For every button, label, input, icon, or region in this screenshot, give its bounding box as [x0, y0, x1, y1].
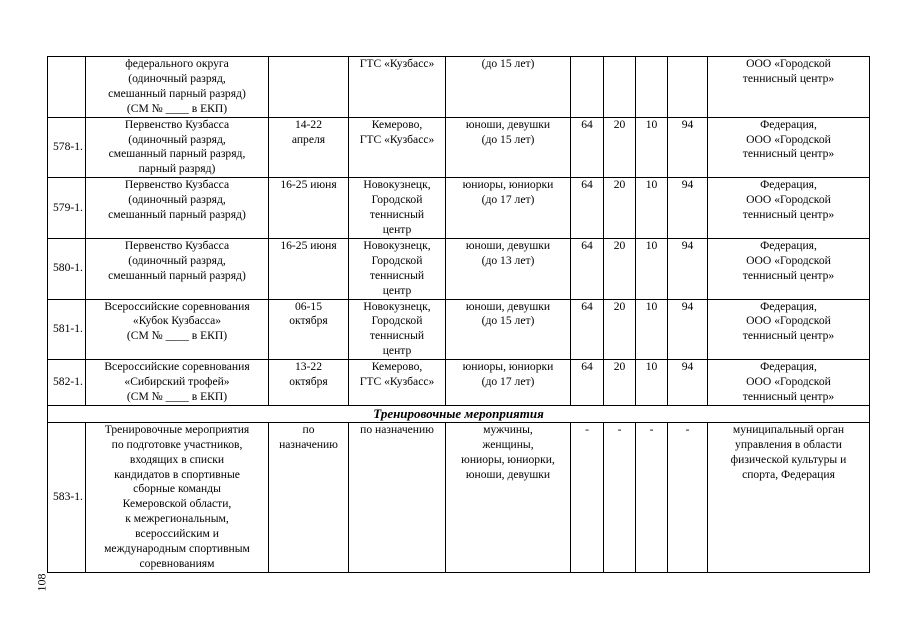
- organizer-line: спорта, Федерация: [742, 467, 835, 481]
- events-table: [47, 56, 870, 573]
- event-name: [86, 178, 269, 239]
- participant-group: [446, 57, 571, 118]
- participant-group-line: (до 17 лет): [481, 375, 535, 389]
- event-name-line: Всероссийские соревнования: [104, 360, 250, 374]
- organizer-line: ООО «Городской: [746, 375, 831, 389]
- event-name-line: Первенство Кузбасса: [124, 117, 230, 131]
- event-dates: [269, 422, 349, 572]
- count-cell-1: 64: [571, 178, 604, 239]
- event-name: [86, 360, 269, 406]
- event-dates: [269, 178, 349, 239]
- count-cell-3: [636, 57, 668, 118]
- event-name-line: по подготовке участников,: [111, 437, 243, 451]
- event-name: [86, 57, 269, 118]
- participant-group-line: (до 13 лет): [481, 253, 535, 267]
- participant-group-line: юноши, девушки: [465, 117, 551, 131]
- event-place: [349, 422, 446, 572]
- event-name-line: смешанный парный разряд): [108, 86, 246, 100]
- count-cell-3: 10: [636, 117, 668, 178]
- count-cell-2: 20: [604, 360, 636, 406]
- event-place-line: Городской: [371, 193, 423, 207]
- row-number: 583-1.: [48, 422, 86, 572]
- event-name-line: Первенство Кузбасса: [124, 178, 230, 192]
- event-dates-line: 13-22: [294, 360, 323, 374]
- event-name-line: соревнованиям: [139, 557, 215, 570]
- row-number: 578-1.: [48, 117, 86, 178]
- event-place-line: Кемерово,: [371, 117, 423, 131]
- event-dates: [269, 238, 349, 299]
- event-place-line: теннисный: [369, 208, 425, 222]
- count-cell-1: 64: [571, 117, 604, 178]
- event-name-line: парный разряд): [138, 162, 216, 176]
- event-name-line: Всероссийские соревнования: [104, 299, 250, 313]
- table-row: [48, 360, 870, 406]
- event-place-line: центр: [382, 344, 412, 358]
- count-cell-1: [571, 57, 604, 118]
- participant-group: [446, 360, 571, 406]
- organizer-line: теннисный центр»: [742, 208, 835, 222]
- event-name-line: федерального округа: [125, 57, 229, 70]
- event-name-line: международным спортивным: [104, 542, 250, 556]
- count-cell-2: 20: [604, 117, 636, 178]
- organizer: [708, 299, 870, 360]
- event-dates-line: назначению: [279, 437, 338, 451]
- event-place-line: теннисный: [369, 268, 425, 282]
- organizer-line: ООО «Городской: [746, 193, 831, 207]
- section-row: [48, 405, 870, 422]
- row-number: [48, 57, 86, 118]
- count-cell-1: 64: [571, 299, 604, 360]
- count-cell-2: 20: [604, 178, 636, 239]
- participant-group-line: юноши, девушки: [465, 467, 551, 481]
- event-dates-line: октября: [289, 375, 328, 389]
- organizer: [708, 178, 870, 239]
- organizer-line: ООО «Городской: [746, 314, 831, 328]
- organizer-line: ООО «Городской: [746, 132, 831, 146]
- event-name: [86, 238, 269, 299]
- organizer-line: Федерация,: [760, 178, 817, 192]
- event-name-line: (СМ № ____ в ЕКП): [126, 101, 228, 115]
- participant-group-line: юниоры, юниорки,: [461, 452, 555, 466]
- event-name-line: сборные команды: [133, 482, 221, 496]
- event-name: [86, 299, 269, 360]
- table-row: [48, 57, 870, 118]
- event-dates: [269, 360, 349, 406]
- event-name-line: Кемеровской области,: [122, 497, 232, 511]
- event-place-line: ГТС «Кузбасс»: [359, 132, 435, 146]
- event-name-line: (одиночный разряд,: [128, 71, 226, 85]
- event-place-line: Новокузнецк,: [363, 299, 431, 313]
- participant-group: [446, 238, 571, 299]
- participant-group-line: юниоры, юниорки: [462, 360, 554, 374]
- participant-group-line: мужчины,: [483, 422, 533, 436]
- event-place: [349, 299, 446, 360]
- organizer-line: управления в области: [735, 437, 842, 451]
- organizer-line: муниципальный орган: [732, 422, 845, 436]
- event-name-line: смешанный парный разряд): [108, 268, 246, 282]
- event-dates-line: 06-15: [294, 299, 323, 313]
- count-cell-1: 64: [571, 360, 604, 406]
- event-dates: [269, 117, 349, 178]
- event-name-line: смешанный парный разряд,: [108, 147, 246, 161]
- count-cell-total: 94: [668, 178, 708, 239]
- event-name-line: «Сибирский трофей»: [124, 375, 230, 389]
- event-name-line: всероссийским и: [135, 527, 219, 541]
- participant-group-line: юноши, девушки: [465, 299, 551, 313]
- organizer: [708, 238, 870, 299]
- event-place-line: ГТС «Кузбасс»: [359, 57, 435, 70]
- page-number: 108: [34, 573, 49, 592]
- event-place-line: Городской: [371, 253, 423, 267]
- event-place: [349, 57, 446, 118]
- organizer-line: физической культуры и: [730, 452, 847, 466]
- count-cell-total: 94: [668, 360, 708, 406]
- organizer-line: Федерация,: [760, 238, 817, 252]
- event-place-line: теннисный: [369, 329, 425, 343]
- organizer: [708, 117, 870, 178]
- participant-group: [446, 117, 571, 178]
- event-place: [349, 360, 446, 406]
- event-name-line: (СМ № ____ в ЕКП): [126, 389, 228, 403]
- event-name-line: (одиночный разряд,: [128, 132, 226, 146]
- event-place: [349, 117, 446, 178]
- event-dates: [269, 57, 349, 118]
- organizer: [708, 422, 870, 572]
- event-dates-line: октября: [289, 314, 328, 328]
- event-place-line: Кемерово,: [371, 360, 423, 374]
- event-name-line: (одиночный разряд,: [128, 253, 226, 267]
- count-cell-1: 64: [571, 238, 604, 299]
- participant-group: [446, 422, 571, 572]
- organizer: [708, 360, 870, 406]
- event-name-line: Первенство Кузбасса: [124, 238, 230, 252]
- organizer-line: ООО «Городской: [746, 253, 831, 267]
- participant-group: [446, 299, 571, 360]
- row-number: 580-1.: [48, 238, 86, 299]
- participant-group-line: (до 17 лет): [481, 193, 535, 207]
- row-number: 581-1.: [48, 299, 86, 360]
- organizer-line: Федерация,: [760, 360, 817, 374]
- participant-group-line: женщины,: [482, 437, 534, 451]
- event-place-line: Новокузнецк,: [363, 238, 431, 252]
- count-cell-2: 20: [604, 299, 636, 360]
- events-table-body: [48, 57, 870, 573]
- event-place: [349, 178, 446, 239]
- event-name-line: (одиночный разряд,: [128, 193, 226, 207]
- participant-group: [446, 178, 571, 239]
- organizer-line: Федерация,: [760, 117, 817, 131]
- count-cell-2: -: [604, 422, 636, 572]
- table-row: [48, 117, 870, 178]
- table-row: [48, 178, 870, 239]
- event-dates: [269, 299, 349, 360]
- event-dates-line: 16-25 июня: [280, 178, 337, 192]
- event-name-line: смешанный парный разряд): [108, 208, 246, 222]
- event-place-line: Городской: [371, 314, 423, 328]
- event-name-line: кандидатов в спортивные: [114, 467, 240, 481]
- row-number: 579-1.: [48, 178, 86, 239]
- organizer-line: теннисный центр»: [742, 329, 835, 343]
- count-cell-total: 94: [668, 238, 708, 299]
- count-cell-1: -: [571, 422, 604, 572]
- count-cell-3: 10: [636, 360, 668, 406]
- organizer-line: теннисный центр»: [742, 268, 835, 282]
- participant-group-line: (до 15 лет): [481, 132, 535, 146]
- organizer-line: ООО «Городской: [746, 57, 831, 70]
- count-cell-3: 10: [636, 299, 668, 360]
- row-number: 582-1.: [48, 360, 86, 406]
- count-cell-total: -: [668, 422, 708, 572]
- event-place: [349, 238, 446, 299]
- event-name-line: Тренировочные мероприятия: [104, 422, 250, 436]
- event-dates-line: апреля: [291, 132, 326, 146]
- count-cell-2: 20: [604, 238, 636, 299]
- organizer-line: теннисный центр»: [742, 71, 835, 85]
- event-name: [86, 422, 269, 572]
- event-name: [86, 117, 269, 178]
- count-cell-total: 94: [668, 299, 708, 360]
- participant-group-line: (до 15 лет): [481, 314, 535, 328]
- event-name-line: входящих в списки: [129, 452, 225, 466]
- participant-group-line: юниоры, юниорки: [462, 178, 554, 192]
- event-place-line: центр: [382, 222, 412, 236]
- organizer-line: теннисный центр»: [742, 147, 835, 161]
- section-title: Тренировочные мероприятия: [48, 405, 870, 422]
- count-cell-total: 94: [668, 117, 708, 178]
- event-dates-line: 16-25 июня: [280, 238, 337, 252]
- count-cell-3: 10: [636, 178, 668, 239]
- organizer-line: Федерация,: [760, 299, 817, 313]
- event-name-line: (СМ № ____ в ЕКП): [126, 329, 228, 343]
- count-cell-3: -: [636, 422, 668, 572]
- table-row: [48, 238, 870, 299]
- table-row: [48, 422, 870, 572]
- event-name-line: «Кубок Кузбасса»: [132, 314, 222, 328]
- event-place-line: по назначению: [360, 422, 434, 436]
- count-cell-total: [668, 57, 708, 118]
- table-row: [48, 299, 870, 360]
- event-place-line: ГТС «Кузбасс»: [359, 375, 435, 389]
- event-dates-line: по: [302, 422, 315, 436]
- participant-group-line: юноши, девушки: [465, 238, 551, 252]
- event-place-line: центр: [382, 283, 412, 297]
- event-dates-line: 14-22: [294, 117, 323, 131]
- count-cell-2: [604, 57, 636, 118]
- organizer: [708, 57, 870, 118]
- event-name-line: к межрегиональным,: [125, 512, 229, 526]
- event-place-line: Новокузнецк,: [363, 178, 431, 192]
- count-cell-3: 10: [636, 238, 668, 299]
- participant-group-line: (до 15 лет): [481, 57, 535, 70]
- organizer-line: теннисный центр»: [742, 389, 835, 403]
